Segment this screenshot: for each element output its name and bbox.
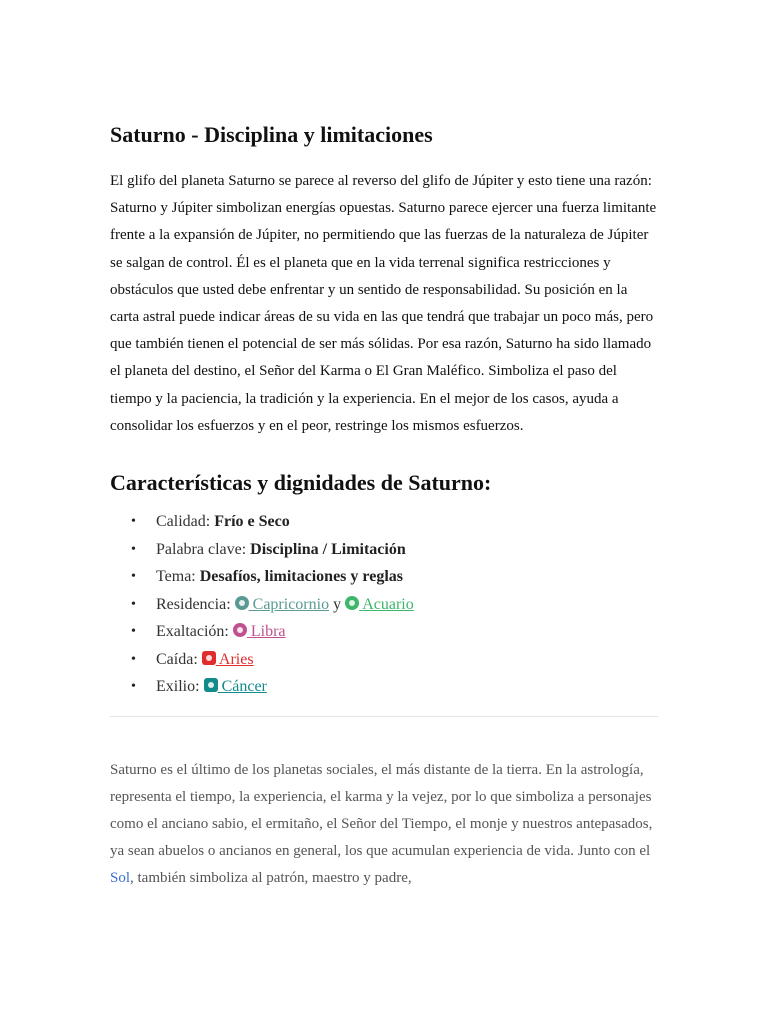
capricornio-label: Capricornio xyxy=(252,595,330,613)
caida-label: Caída: xyxy=(156,650,198,668)
calidad-label: Calidad: xyxy=(156,513,211,531)
tema-label: Tema: xyxy=(156,568,196,586)
characteristics-list xyxy=(110,508,658,701)
cancer-link[interactable] xyxy=(204,678,267,695)
libra-label: Libra xyxy=(250,623,286,641)
sol-link[interactable]: Sol xyxy=(110,870,131,887)
characteristics-title: Características y dignidades de Saturno: xyxy=(110,470,492,496)
aries-link[interactable] xyxy=(202,651,254,668)
bullet: • xyxy=(131,679,136,695)
cancer-icon xyxy=(204,678,218,692)
libra-link[interactable] xyxy=(233,623,286,640)
divider xyxy=(110,716,658,717)
second-paragraph-tail: , también simboliza al patrón, maestro y padre, xyxy=(130,870,412,887)
list-item-tema xyxy=(110,563,658,591)
bullet: • xyxy=(131,514,136,530)
acuario-label: Acuario xyxy=(362,595,414,613)
list-item-exilio xyxy=(110,673,658,701)
article-title: Saturno - Disciplina y limitaciones xyxy=(110,122,433,147)
palabra-value: Disciplina / Limitación xyxy=(250,540,406,558)
bullet: • xyxy=(131,624,136,640)
acuario-link[interactable] xyxy=(345,596,414,613)
exilio-label: Exilio: xyxy=(156,678,200,696)
aries-label: Aries xyxy=(218,650,254,668)
list-item-residencia xyxy=(110,591,658,619)
bullet: • xyxy=(131,569,136,585)
second-paragraph xyxy=(110,757,658,893)
article xyxy=(110,120,658,893)
residencia-label: Residencia: xyxy=(156,595,231,613)
list-item-caida xyxy=(110,646,658,674)
list-item-exaltacion xyxy=(110,618,658,646)
capricorn-icon xyxy=(235,596,249,610)
second-paragraph-text: Saturno es el último de los planetas sociales, el más distante de la tierra. En la astrología, representa el tiempo, la experiencia, el karma y la vejez, por lo que simboliza a personajes como el anciano sabio, el ermitaño, el Señor del Tiempo, el monje y nuestros antepasados, ya sean abuelos o ancianos en general, los que acumulan experiencia de vida. Junto con el xyxy=(110,761,653,860)
capricornio-link[interactable] xyxy=(235,596,329,613)
residencia-joiner: y xyxy=(333,595,342,613)
intro-paragraph: El glifo del planeta Saturno se parece al reverso del glifo de Júpiter y esto tiene una razón: Saturno y Júpiter simbolizan energías opuestas. Saturno parece ejercer una fuerza limitante frente a la expansión de Júpiter, no permitiendo que las fuerzas de la naturaleza de Júpiter se salgan de control. Él es el planeta que en la vida terrenal significa restricciones y obstáculos que usted debe enfrentar y un sentido de responsabilidad. Su posición en la carta astral puede indicar áreas de su vida en las que tendrá que trabajar un poco más, pero que también tienen el potencial de ser más sólidas. Por esa razón, Saturno ha sido llamado el planeta del destino, el Señor del Karma o El Gran Maléfico. Simboliza el paso del tiempo y la paciencia, la tradición y la experiencia. En el mejor de los casos, ayuda a consolidar los esfuerzos y en el peor, restringe los mismos esfuerzos. xyxy=(110,173,657,434)
list-item-calidad xyxy=(110,508,658,536)
exaltacion-label: Exaltación: xyxy=(156,623,229,641)
palabra-label: Palabra clave: xyxy=(156,540,247,558)
libra-icon xyxy=(233,623,247,637)
tema-value: Desafíos, limitaciones y reglas xyxy=(199,568,403,586)
list-item-palabra-clave xyxy=(110,536,658,564)
cancer-label: Cáncer xyxy=(221,678,267,696)
bullet: • xyxy=(131,596,136,612)
calidad-value: Frío e Seco xyxy=(214,513,290,531)
bullet: • xyxy=(131,541,136,557)
aquarius-icon xyxy=(345,596,359,610)
bullet: • xyxy=(131,651,136,667)
aries-icon xyxy=(202,651,216,665)
